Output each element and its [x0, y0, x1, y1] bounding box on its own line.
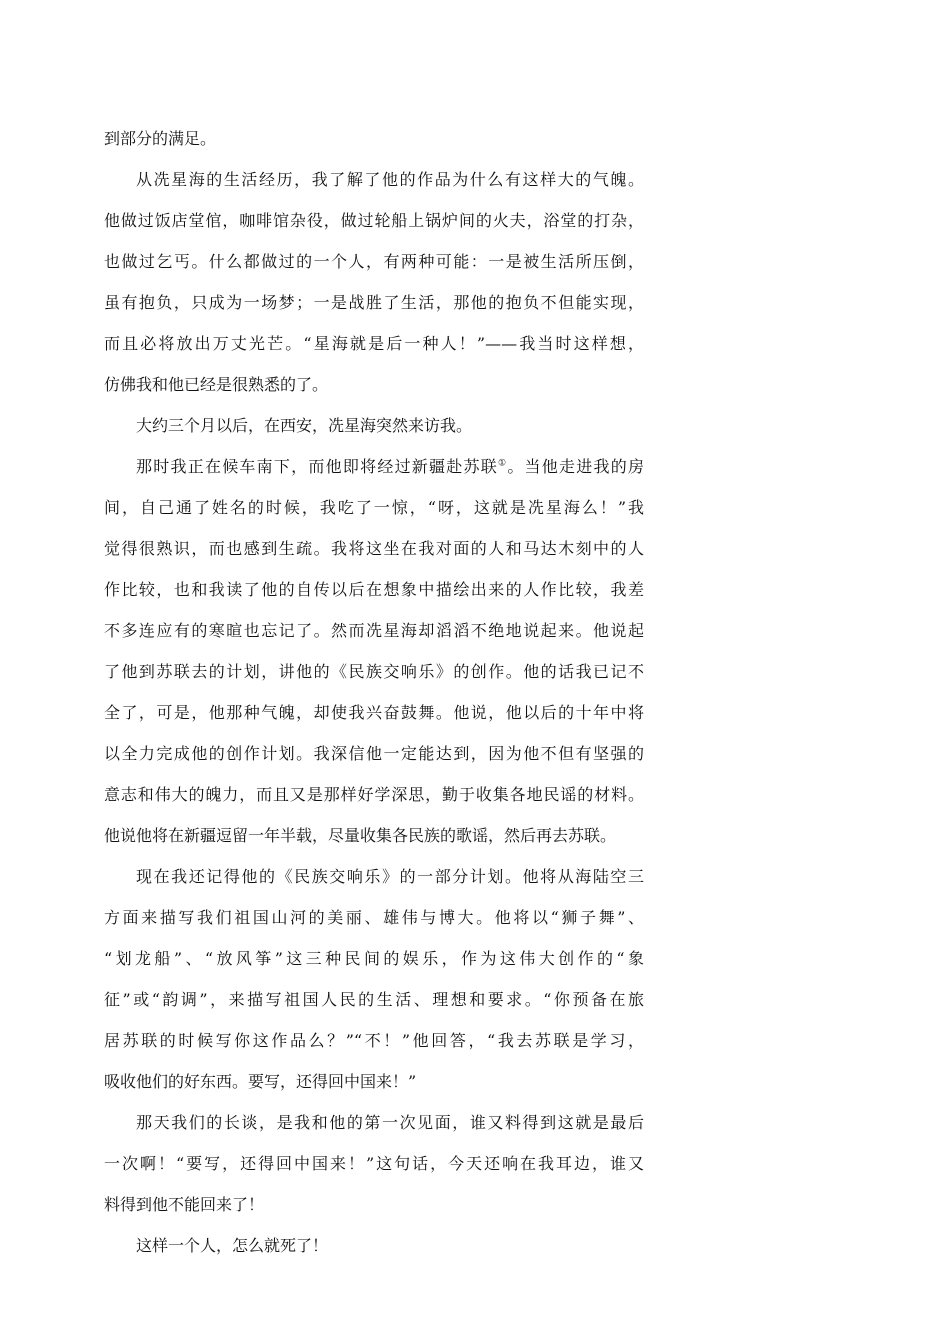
line-text: 征”或“韵调”，来描写祖国人民的生活、理想和要求。“你预备在旅 — [104, 990, 644, 1009]
line-text: 也做过乞丐。什么都做过的一个人，有两种可能：一是被生活所压倒， — [104, 252, 644, 271]
text-line — [104, 774, 644, 815]
text-line — [104, 241, 644, 282]
text-line — [104, 1225, 644, 1266]
text-line — [104, 1184, 644, 1225]
line-text: 到部分的满足。 — [104, 129, 217, 148]
text-line — [104, 651, 644, 692]
line-text: 一次啊！“要写，还得回中国来！”这句话，今天还响在我耳边，谁又 — [104, 1154, 644, 1173]
line-text: 以全力完成他的创作计划。我深信他一定能达到，因为他不但有坚强的 — [104, 744, 644, 763]
text-line — [104, 569, 644, 610]
line-text: 居苏联的时候写你这作品么？”“不！”他回答，“我去苏联是学习， — [104, 1031, 644, 1050]
line-text: 间，自己通了姓名的时候，我吃了一惊，“呀，这就是冼星海么！”我 — [104, 498, 644, 517]
article-text — [104, 118, 644, 1266]
text-line — [104, 528, 644, 569]
text-line — [104, 733, 644, 774]
line-text: 吸收他们的好东西。要写，还得回中国来！” — [104, 1072, 417, 1091]
text-line — [104, 610, 644, 651]
line-text: 大约三个月以后，在西安，冼星海突然来访我。 — [136, 416, 473, 435]
line-text: 那时我正在候车南下，而他即将经过新疆赴苏联 — [136, 457, 498, 476]
text-line — [104, 159, 644, 200]
line-text: 现在我还记得他的《民族交响乐》的一部分计划。他将从海陆空三 — [136, 867, 644, 886]
text-line — [104, 446, 644, 487]
text-line — [104, 897, 644, 938]
text-line — [104, 856, 644, 897]
text-line — [104, 323, 644, 364]
line-text: 而且必将放出万丈光芒。“星海就是后一种人！”——我当时这样想， — [104, 334, 644, 353]
line-text: 从冼星海的生活经历，我了解了他的作品为什么有这样大的气魄。 — [136, 170, 644, 189]
line-text: 意志和伟大的魄力，而且又是那样好学深思，勤于收集各地民谣的材料。 — [104, 785, 644, 804]
text-line — [104, 1061, 644, 1102]
line-text: 他说他将在新疆逗留一年半载，尽量收集各民族的歌谣，然后再去苏联。 — [104, 826, 617, 845]
line-text: 觉得很熟识，而也感到生疏。我将这坐在我对面的人和马达木刻中的人 — [104, 539, 644, 558]
line-text: 了他到苏联去的计划，讲他的《民族交响乐》的创作。他的话我已记不 — [104, 662, 644, 681]
line-text: 虽有抱负，只成为一场梦；一是战胜了生活，那他的抱负不但能实现， — [104, 293, 644, 312]
text-line — [104, 692, 644, 733]
text-line — [104, 405, 644, 446]
text-line — [104, 979, 644, 1020]
text-line — [104, 364, 644, 405]
text-line — [104, 938, 644, 979]
text-line — [104, 1102, 644, 1143]
line-text: “划龙船”、“放风筝”这三种民间的娱乐，作为这伟大创作的“象 — [104, 949, 644, 968]
line-text: 作比较，也和我读了他的自传以后在想象中描绘出来的人作比较，我差 — [104, 580, 644, 599]
line-text: 他做过饭店堂倌，咖啡馆杂役，做过轮船上锅炉间的火夫，浴堂的打杂， — [104, 211, 644, 230]
line-text: 方面来描写我们祖国山河的美丽、雄伟与博大。他将以“狮子舞”、 — [104, 908, 644, 927]
line-text: 那天我们的长谈，是我和他的第一次见面，谁又料得到这就是最后 — [136, 1113, 644, 1132]
line-text: 仿佛我和他已经是很熟悉的了。 — [104, 375, 329, 394]
line-text: 料得到他不能回来了！ — [104, 1195, 265, 1214]
line-text-continued: 。当他走进我的房 — [507, 457, 644, 476]
text-line — [104, 200, 644, 241]
text-line — [104, 1020, 644, 1061]
line-text: 全了，可是，他那种气魄，却使我兴奋鼓舞。他说，他以后的十年中将 — [104, 703, 644, 722]
text-line — [104, 118, 644, 159]
footnote-marker: ① — [498, 458, 508, 469]
line-text: 不多连应有的寒暄也忘记了。然而冼星海却滔滔不绝地说起来。他说起 — [104, 621, 644, 640]
line-text: 这样一个人，怎么就死了！ — [136, 1236, 329, 1255]
text-line — [104, 487, 644, 528]
text-line — [104, 1143, 644, 1184]
text-line — [104, 815, 644, 856]
text-line — [104, 282, 644, 323]
